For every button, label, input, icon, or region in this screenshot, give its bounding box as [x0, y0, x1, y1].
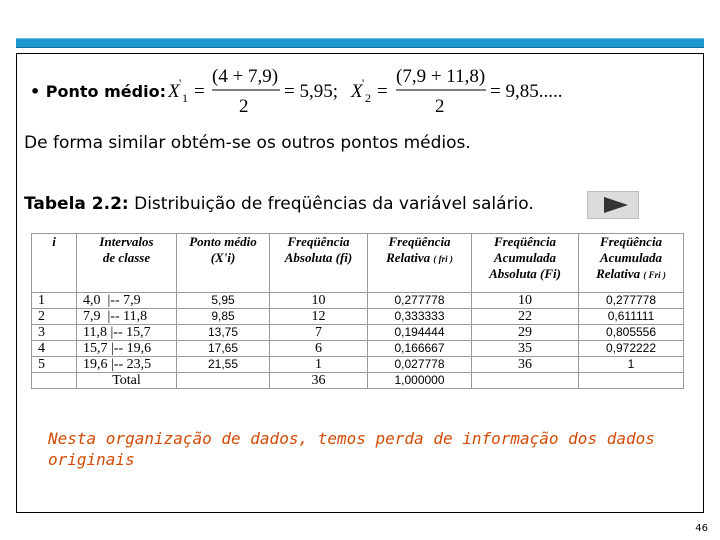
x1-denominator: 2 [239, 96, 249, 117]
cell-midpoint: 21,55 [177, 357, 270, 373]
cell-fri: 0,166667 [368, 341, 472, 357]
cell-Fri: 0,805556 [579, 325, 684, 341]
cell-fi: 7 [270, 325, 368, 341]
cell-interval: 19,6 |-- 23,5 [77, 357, 177, 373]
cell-total-Fi-empty [472, 373, 579, 389]
x2-prime: ' [362, 76, 365, 90]
x2-equals: = [377, 81, 388, 102]
cell-total-midpoint-empty [177, 373, 270, 389]
cell-fi: 1 [270, 357, 368, 373]
cell-fi: 12 [270, 309, 368, 325]
cell-Fi: 36 [472, 357, 579, 373]
cell-fri: 0,027778 [368, 357, 472, 373]
table-row [32, 357, 684, 373]
x2-numerator: (7,9 + 11,8) [396, 66, 486, 87]
header-intervals: Intervalos de classe [77, 234, 177, 293]
cell-total-fi: 36 [270, 373, 368, 389]
table-row [32, 341, 684, 357]
similar-text: De forma similar obtém-se os outros pontos médios. [24, 133, 471, 153]
cell-Fi: 35 [472, 341, 579, 357]
cell-total-empty [32, 373, 77, 389]
cell-interval: 15,7 |-- 19,6 [77, 341, 177, 357]
cell-midpoint: 9,85 [177, 309, 270, 325]
cell-interval: 11,8 |-- 15,7 [77, 325, 177, 341]
x1-prime: ' [179, 76, 182, 90]
information-loss-note: Nesta organização de dados, temos perda de informação dos dados originais [48, 429, 655, 469]
cell-fi: 6 [270, 341, 368, 357]
x1-index: 1 [182, 91, 188, 105]
cell-Fri: 1 [579, 357, 684, 373]
cell-Fi: 29 [472, 325, 579, 341]
header-relative-frequency: Freqüência Relativa ( fri ) [368, 234, 472, 293]
cell-Fri: 0,611111 [579, 309, 684, 325]
cell-midpoint: 13,75 [177, 325, 270, 341]
cell-i: 1 [32, 293, 77, 309]
cell-total-Fri-empty [579, 373, 684, 389]
table-body [32, 293, 684, 389]
table-row [32, 325, 684, 341]
table-header-row [32, 234, 684, 293]
x2-symbol: X [351, 81, 363, 102]
x1-equals: = [194, 81, 205, 102]
cell-Fri: 0,972222 [579, 341, 684, 357]
cell-Fi: 10 [472, 293, 579, 309]
x2-result: = 9,85..... [490, 81, 563, 102]
cell-interval: 7,9 |-- 11,8 [77, 309, 177, 325]
cell-total-fri: 1,000000 [368, 373, 472, 389]
cell-interval: 4,0 |-- 7,9 [77, 293, 177, 309]
play-icon [596, 196, 630, 214]
x1-symbol: X [168, 81, 180, 102]
x1-result: = 5,95; [284, 81, 338, 102]
x2-denominator: 2 [435, 96, 445, 117]
x2-index: 2 [365, 91, 371, 105]
cell-fi: 10 [270, 293, 368, 309]
bullet-ponto-medio: • Ponto médio: [30, 82, 166, 101]
cell-Fi: 22 [472, 309, 579, 325]
cell-fri: 0,194444 [368, 325, 472, 341]
page-number: 46 [695, 523, 708, 534]
header-midpoint: Ponto médio (X'i) [177, 234, 270, 293]
cell-i: 2 [32, 309, 77, 325]
midpoint-formula [168, 60, 588, 120]
cell-Fri: 0,277778 [579, 293, 684, 309]
header-cumulative-relative: Freqüência Acumulada Relativa ( Fri ) [579, 234, 684, 293]
header-i: i [32, 234, 77, 293]
next-slide-button[interactable] [587, 191, 639, 219]
cell-midpoint: 17,65 [177, 341, 270, 357]
cell-total-label: Total [77, 373, 177, 389]
table-title [24, 194, 534, 214]
title-accent-bar [16, 38, 704, 48]
table-title-label: Tabela 2.2: [24, 194, 129, 214]
table-row [32, 309, 684, 325]
table-title-text: Distribuição de freqüências da variável salário. [128, 194, 534, 214]
cell-i: 3 [32, 325, 77, 341]
x1-numerator: (4 + 7,9) [212, 66, 279, 87]
cell-midpoint: 5,95 [177, 293, 270, 309]
cell-i: 4 [32, 341, 77, 357]
cell-fri: 0,333333 [368, 309, 472, 325]
cell-i: 5 [32, 357, 77, 373]
table-total-row [32, 373, 684, 389]
header-cumulative-absolute: Freqüência Acumulada Absoluta (Fi) [472, 234, 579, 293]
header-absolute-frequency: Freqüência Absoluta (fi) [270, 234, 368, 293]
table-row [32, 293, 684, 309]
frequency-table [31, 233, 684, 389]
cell-fri: 0,277778 [368, 293, 472, 309]
